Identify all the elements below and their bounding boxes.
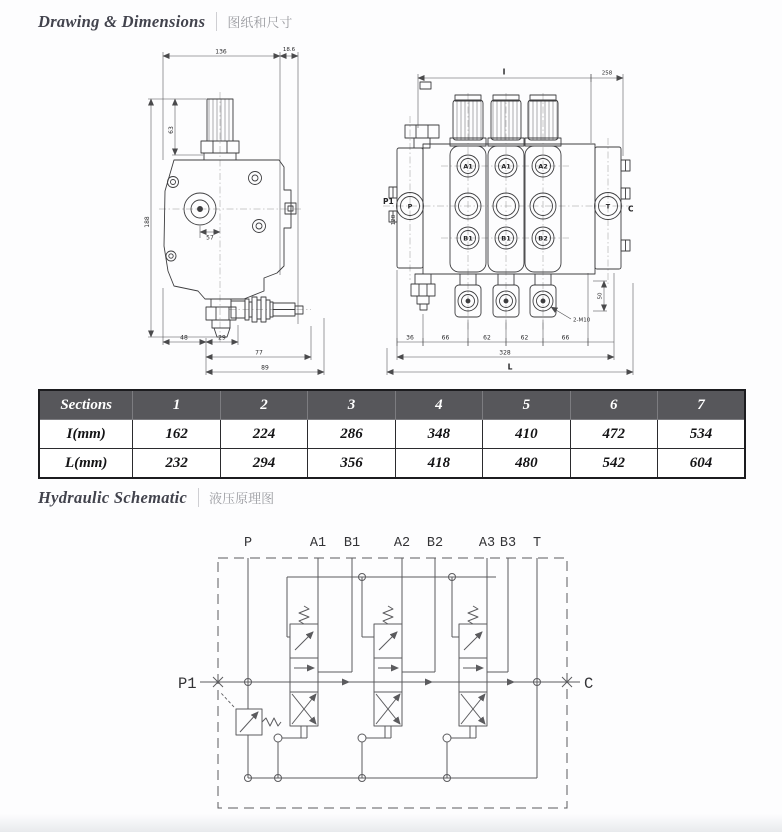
schematic-heading-english: Hydraulic Schematic [38, 488, 188, 507]
port-label-b1: B1 [463, 234, 473, 243]
schematic-heading-chinese: 液压原理图 [198, 488, 274, 507]
valve-section-2 [358, 606, 402, 742]
thread-note: 2-M10 [573, 317, 591, 324]
port-label-a1b: A1 [501, 162, 511, 171]
table-header-7: 7 [658, 390, 745, 420]
dim-overall-top: 258 [601, 70, 613, 77]
dim-seg-1: 36 [406, 334, 414, 342]
table-header-row [39, 390, 745, 420]
dim-span-i: I [502, 67, 506, 77]
table-header-5: 5 [483, 390, 570, 420]
drawing-heading-english: Drawing & Dimensions [38, 12, 206, 31]
dim-seg-5: 66 [561, 334, 570, 342]
port-label-a1: A1 [463, 162, 473, 171]
table-cell: 286 [308, 420, 395, 449]
schematic-label-p: P [243, 536, 253, 551]
port-label-b2: B2 [538, 234, 548, 243]
page-footer-band [0, 814, 782, 832]
table-header-2: 2 [220, 390, 307, 420]
table-header-4: 4 [395, 390, 482, 420]
table-header-6: 6 [570, 390, 657, 420]
dim-cap-height: 63 [168, 126, 175, 134]
schematic-label-b3: B3 [499, 536, 517, 551]
schematic-label-a3: A3 [478, 536, 496, 551]
dim-total-l: L [507, 362, 513, 372]
port-label-a2: A2 [538, 162, 548, 171]
schematic-label-c: C [584, 675, 594, 693]
table-cell: 224 [220, 420, 307, 449]
drawing-heading-chinese: 图纸和尺寸 [216, 12, 292, 31]
schematic-label-b1: B1 [343, 536, 361, 551]
port-label-p1: P1 [383, 197, 394, 206]
table-cell: 480 [483, 449, 570, 479]
dim-top-offset: 18.6 [282, 47, 296, 53]
table-cell: 348 [395, 420, 482, 449]
row-label-l: L(mm) [39, 449, 133, 479]
side-view-body [164, 99, 303, 337]
table-cell: 418 [395, 449, 482, 479]
schematic-label-t: T [532, 536, 542, 551]
table-cell: 232 [133, 449, 220, 479]
schematic-label-b2: B2 [426, 536, 444, 551]
table-cell: 356 [308, 449, 395, 479]
port-label-b1b: B1 [501, 234, 511, 243]
side-view-drawing [143, 42, 313, 382]
dim-total-height: 188 [144, 216, 151, 228]
table-header-1: 1 [133, 390, 220, 420]
valve-section-1 [274, 606, 318, 742]
table-header-sections: Sections [39, 390, 133, 420]
hydraulic-schematic-diagram [176, 522, 606, 822]
schematic-label-a1: A1 [309, 536, 327, 551]
dim-top-width: 136 [215, 48, 227, 56]
dim-bottom-c: 77 [255, 349, 263, 357]
hydraulic-schematic-heading [38, 488, 274, 508]
junction-points [245, 574, 541, 782]
table-cell: 410 [483, 420, 570, 449]
side-view-dimension-lines [148, 52, 324, 375]
table-cell: 542 [570, 449, 657, 479]
table-cell: 604 [658, 449, 745, 479]
port-label-p: P [407, 202, 413, 211]
dim-bottom-b: 29 [218, 334, 226, 342]
dim-port-spacing: 57 [206, 234, 214, 242]
table-header-3: 3 [308, 390, 395, 420]
row-label-i: I(mm) [39, 420, 133, 449]
dim-stud-50: 50 [597, 292, 604, 300]
dim-overall-bottom: 328 [499, 349, 511, 357]
front-view-body [389, 82, 630, 317]
table-cell: 472 [570, 420, 657, 449]
dim-seg-4: 62 [520, 334, 529, 342]
front-view-drawing [383, 48, 638, 388]
schematic-label-a2: A2 [393, 536, 411, 551]
dim-bottom-d: 89 [261, 364, 269, 372]
schematic-boundary [218, 558, 567, 808]
port-label-t: T [605, 202, 611, 211]
schematic-label-p1: P1 [178, 675, 197, 693]
valve-section-3 [443, 606, 487, 742]
drawing-dimensions-heading [38, 12, 292, 32]
side-view-centerlines [159, 92, 311, 344]
table-row-i [39, 420, 745, 449]
dim-bottom-a: 48 [180, 334, 188, 342]
table-row-l [39, 449, 745, 479]
dim-left-height: 128 [391, 214, 397, 226]
relief-valve [221, 693, 281, 735]
dim-seg-2: 66 [441, 334, 450, 342]
dim-seg-3: 62 [483, 334, 491, 342]
table-cell: 162 [133, 420, 220, 449]
port-label-c: C [628, 204, 634, 214]
table-cell: 294 [220, 449, 307, 479]
table-cell: 534 [658, 420, 745, 449]
sections-dimension-table [38, 389, 746, 479]
